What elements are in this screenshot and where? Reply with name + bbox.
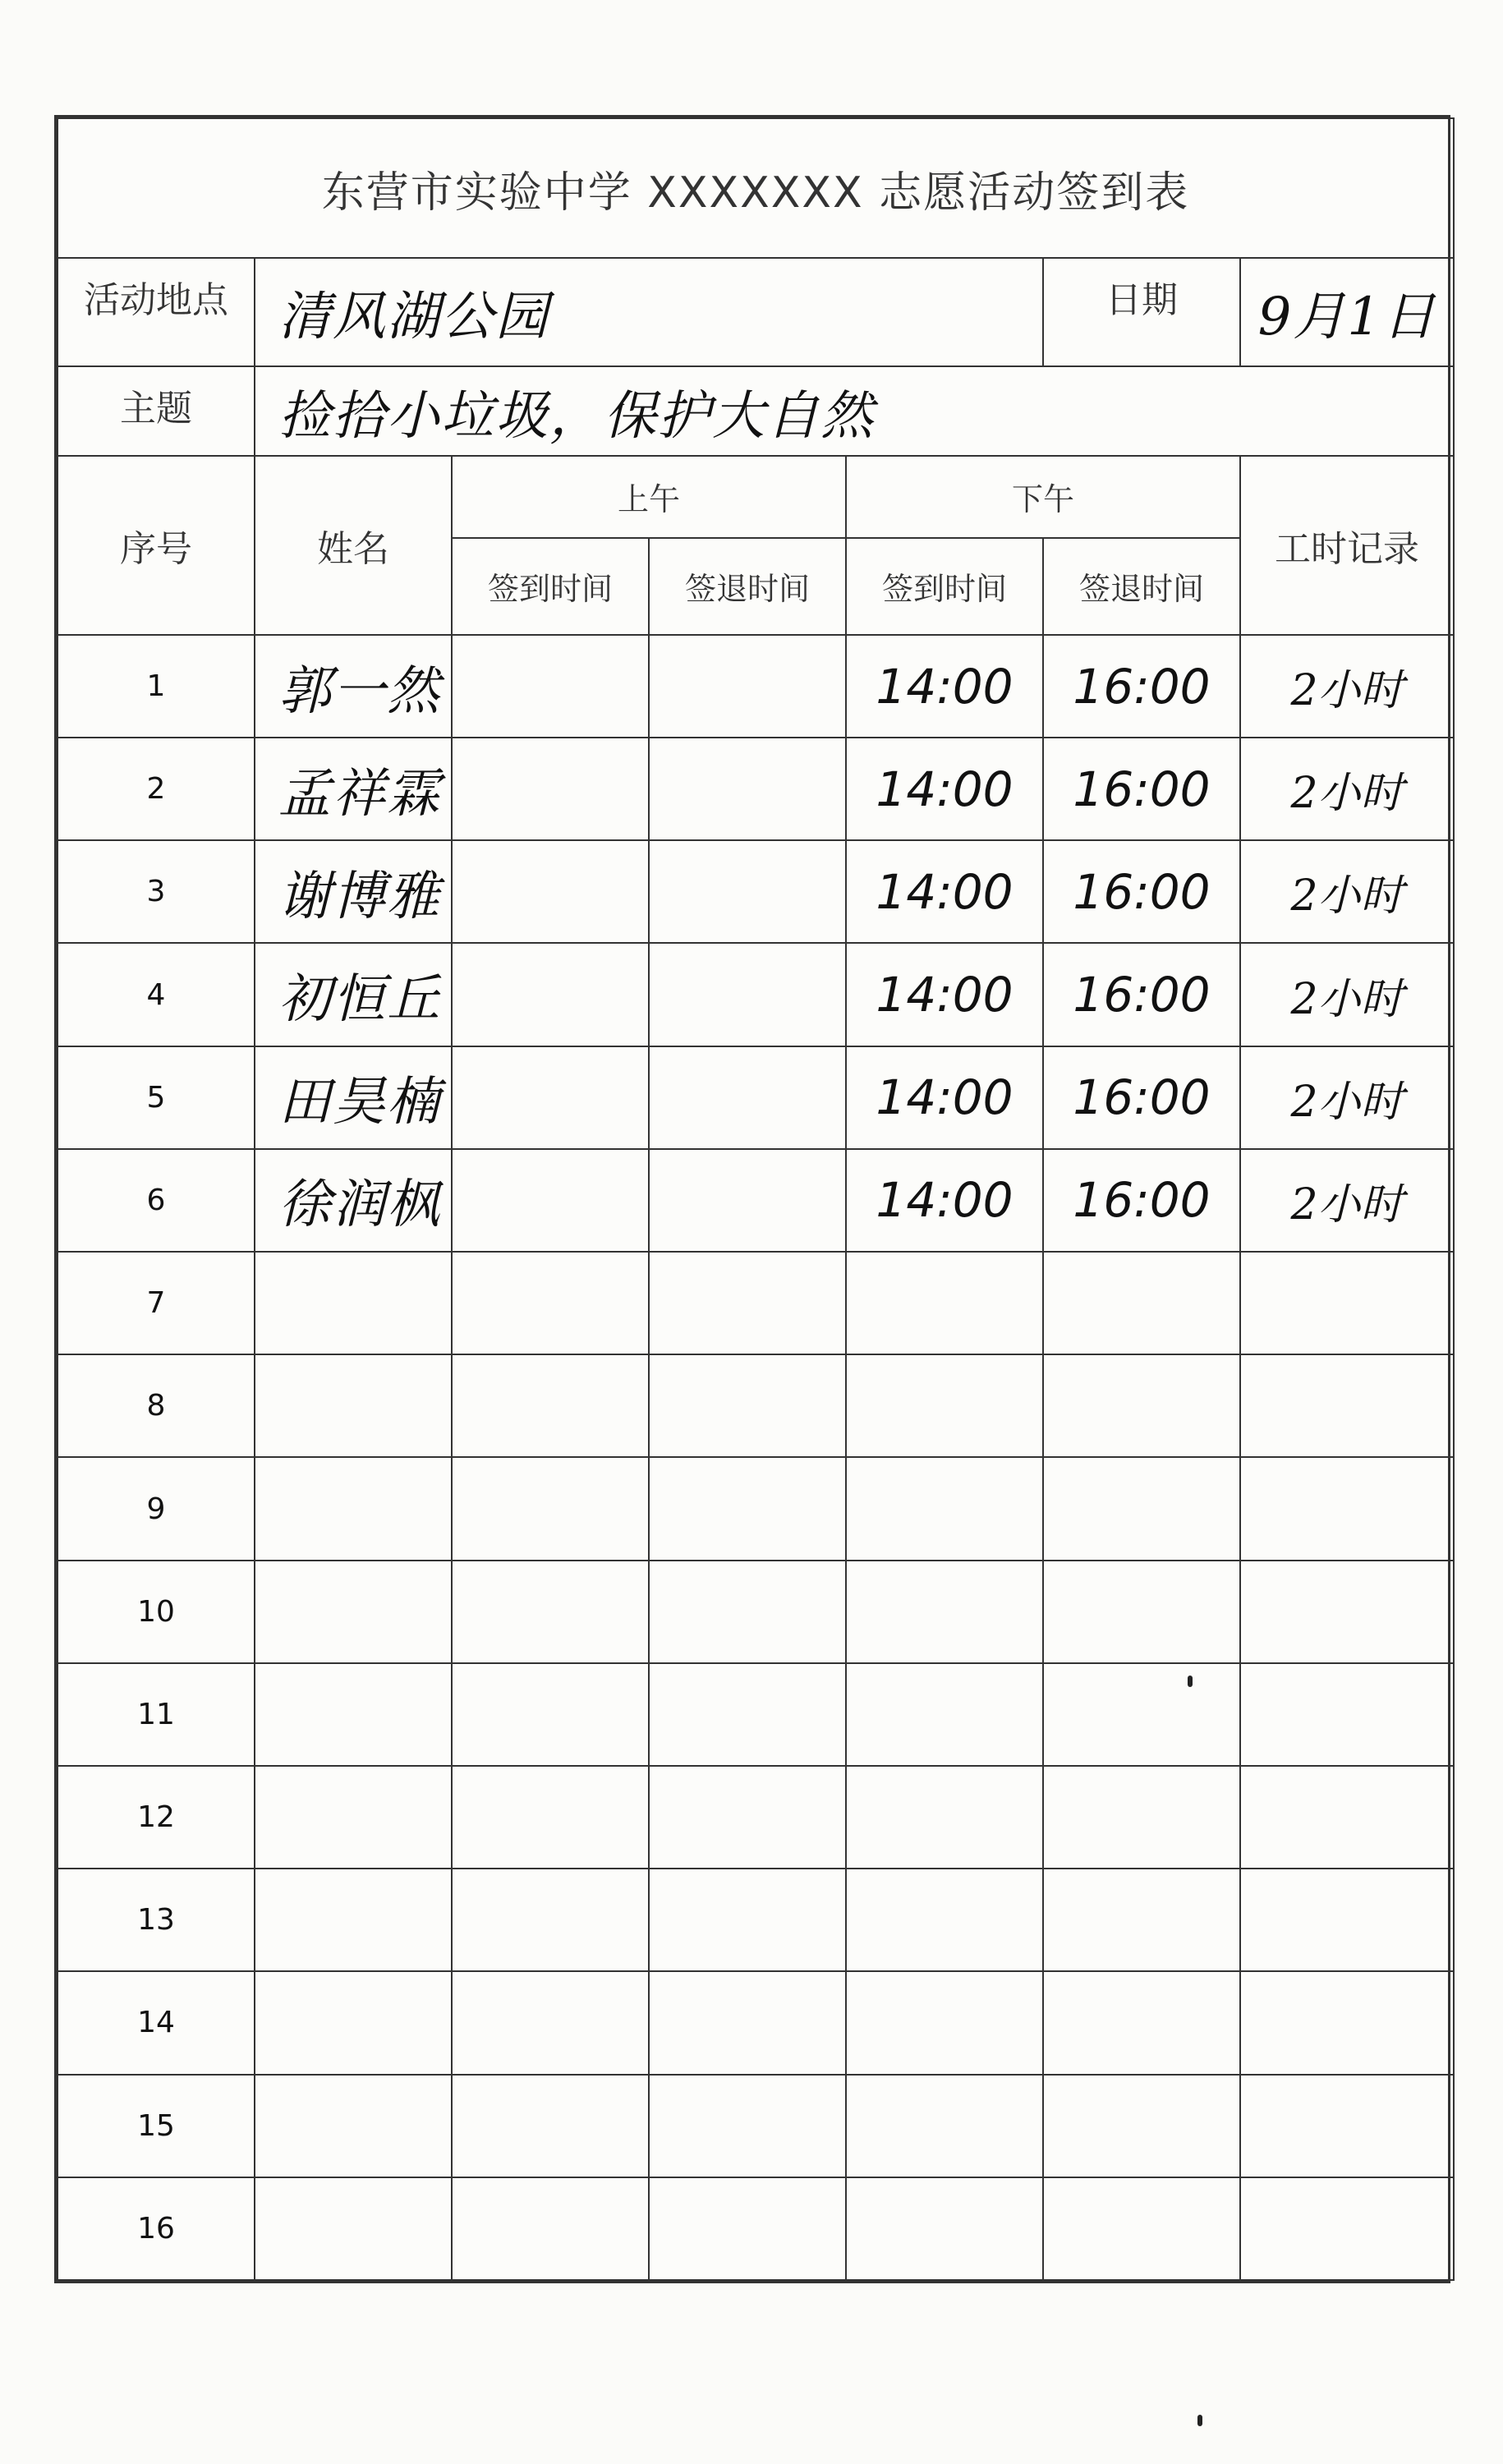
work-hours	[1240, 1252, 1454, 1354]
work-hours: 2小时	[1240, 738, 1454, 840]
row-number: 12	[57, 1766, 255, 1869]
morning-sign-in	[452, 943, 649, 1046]
afternoon-sign-in	[846, 1561, 1043, 1663]
row-number: 9	[57, 1457, 255, 1560]
morning-sign-out-header: 签退时间	[649, 538, 846, 635]
work-hours: 2小时	[1240, 635, 1454, 738]
date-label: 日期	[1043, 258, 1240, 366]
row-number: 11	[57, 1663, 255, 1766]
morning-sign-in	[452, 738, 649, 840]
row-number: 6	[57, 1149, 255, 1252]
ink-mark	[1188, 1676, 1193, 1687]
morning-sign-out	[649, 2075, 846, 2177]
afternoon-sign-out: 16:00	[1043, 635, 1240, 738]
work-hours	[1240, 1354, 1454, 1457]
work-hours	[1240, 1457, 1454, 1560]
table-row	[57, 1046, 1454, 1149]
volunteer-name	[255, 1869, 452, 1971]
table-row	[57, 1971, 1454, 2074]
afternoon-sign-in: 14:00	[846, 738, 1043, 840]
table-row	[57, 1561, 1454, 1663]
morning-sign-in	[452, 840, 649, 943]
volunteer-name: 田昊楠	[255, 1046, 452, 1149]
morning-sign-out	[649, 1869, 846, 1971]
row-number: 1	[57, 635, 255, 738]
afternoon-sign-out	[1043, 1766, 1240, 1869]
afternoon-sign-in	[846, 2075, 1043, 2177]
morning-header: 上午	[452, 456, 846, 538]
volunteer-name	[255, 1252, 452, 1354]
table-row	[57, 1663, 1454, 1766]
date-value: 9月1日	[1240, 258, 1454, 366]
table-row	[57, 1149, 1454, 1252]
afternoon-sign-in	[846, 1354, 1043, 1457]
afternoon-sign-out-header: 签退时间	[1043, 538, 1240, 635]
table-row	[57, 1766, 1454, 1869]
afternoon-sign-out	[1043, 1457, 1240, 1560]
row-number: 2	[57, 738, 255, 840]
table-row	[57, 738, 1454, 840]
hours-header: 工时记录	[1240, 456, 1454, 635]
volunteer-name	[255, 1971, 452, 2074]
morning-sign-out	[649, 1561, 846, 1663]
morning-sign-out	[649, 2177, 846, 2280]
morning-sign-out	[649, 1663, 846, 1766]
row-number: 16	[57, 2177, 255, 2280]
afternoon-sign-out: 16:00	[1043, 840, 1240, 943]
row-number: 14	[57, 1971, 255, 2074]
afternoon-sign-out: 16:00	[1043, 1149, 1240, 1252]
row-number: 5	[57, 1046, 255, 1149]
sign-in-sheet	[54, 115, 1450, 2283]
afternoon-header: 下午	[846, 456, 1240, 538]
work-hours	[1240, 1971, 1454, 2074]
volunteer-name: 郭一然	[255, 635, 452, 738]
afternoon-sign-in	[846, 1869, 1043, 1971]
morning-sign-out	[649, 1971, 846, 2074]
afternoon-sign-out: 16:00	[1043, 943, 1240, 1046]
afternoon-sign-out	[1043, 1663, 1240, 1766]
table-row	[57, 943, 1454, 1046]
volunteer-name	[255, 1766, 452, 1869]
morning-sign-in	[452, 1971, 649, 2074]
morning-sign-out	[649, 1766, 846, 1869]
table-row	[57, 1252, 1454, 1354]
volunteer-name	[255, 2075, 452, 2177]
afternoon-sign-out	[1043, 1354, 1240, 1457]
morning-sign-in-header: 签到时间	[452, 538, 649, 635]
row-number: 7	[57, 1252, 255, 1354]
morning-sign-in	[452, 1252, 649, 1354]
volunteer-name	[255, 2177, 452, 2280]
afternoon-sign-out	[1043, 1252, 1240, 1354]
morning-sign-out	[649, 943, 846, 1046]
morning-sign-in	[452, 1869, 649, 1971]
row-number: 15	[57, 2075, 255, 2177]
work-hours: 2小时	[1240, 1149, 1454, 1252]
afternoon-sign-in	[846, 1252, 1043, 1354]
morning-sign-out	[649, 1046, 846, 1149]
sheet-title: 东营市实验中学 XXXXXXX 志愿活动签到表	[57, 118, 1454, 258]
morning-sign-in	[452, 2177, 649, 2280]
location-value: 清风湖公园	[255, 258, 1043, 366]
row-number: 8	[57, 1354, 255, 1457]
work-hours	[1240, 1766, 1454, 1869]
morning-sign-in	[452, 1766, 649, 1869]
afternoon-sign-in: 14:00	[846, 635, 1043, 738]
afternoon-sign-out	[1043, 1869, 1240, 1971]
row-number: 3	[57, 840, 255, 943]
morning-sign-out	[649, 1354, 846, 1457]
afternoon-sign-out	[1043, 1561, 1240, 1663]
volunteer-name: 初恒丘	[255, 943, 452, 1046]
table-row	[57, 2177, 1454, 2280]
location-label: 活动地点	[57, 258, 255, 366]
row-number: 10	[57, 1561, 255, 1663]
afternoon-sign-out: 16:00	[1043, 1046, 1240, 1149]
afternoon-sign-out	[1043, 2075, 1240, 2177]
morning-sign-in	[452, 1663, 649, 1766]
afternoon-sign-out	[1043, 1971, 1240, 2074]
morning-sign-in	[452, 1149, 649, 1252]
afternoon-sign-in-header: 签到时间	[846, 538, 1043, 635]
work-hours	[1240, 1561, 1454, 1663]
table-row	[57, 1354, 1454, 1457]
work-hours: 2小时	[1240, 1046, 1454, 1149]
afternoon-sign-out: 16:00	[1043, 738, 1240, 840]
morning-sign-in	[452, 1457, 649, 1560]
morning-sign-out	[649, 840, 846, 943]
theme-label: 主题	[57, 366, 255, 455]
work-hours	[1240, 1663, 1454, 1766]
volunteer-name: 徐润枫	[255, 1149, 452, 1252]
afternoon-sign-in: 14:00	[846, 840, 1043, 943]
morning-sign-out	[649, 1149, 846, 1252]
morning-sign-out	[649, 635, 846, 738]
afternoon-sign-in	[846, 1766, 1043, 1869]
volunteer-name: 谢博雅	[255, 840, 452, 943]
volunteer-name	[255, 1663, 452, 1766]
work-hours	[1240, 2075, 1454, 2177]
ink-mark	[1197, 2415, 1202, 2426]
volunteer-name	[255, 1354, 452, 1457]
morning-sign-in	[452, 2075, 649, 2177]
work-hours: 2小时	[1240, 943, 1454, 1046]
row-number: 4	[57, 943, 255, 1046]
theme-value: 捡拾小垃圾，保护大自然	[255, 366, 1454, 455]
volunteer-name	[255, 1457, 452, 1560]
afternoon-sign-in: 14:00	[846, 1046, 1043, 1149]
morning-sign-in	[452, 635, 649, 738]
afternoon-sign-in	[846, 2177, 1043, 2280]
volunteer-name	[255, 1561, 452, 1663]
table-row	[57, 2075, 1454, 2177]
afternoon-sign-in	[846, 1457, 1043, 1560]
table-row	[57, 1457, 1454, 1560]
table-row	[57, 1869, 1454, 1971]
morning-sign-out	[649, 738, 846, 840]
afternoon-sign-in: 14:00	[846, 943, 1043, 1046]
table-row	[57, 635, 1454, 738]
afternoon-sign-in	[846, 1971, 1043, 2074]
name-header: 姓名	[255, 456, 452, 635]
work-hours	[1240, 1869, 1454, 1971]
afternoon-sign-in	[846, 1663, 1043, 1766]
sign-in-table	[57, 117, 1455, 2281]
seq-header: 序号	[57, 456, 255, 635]
morning-sign-out	[649, 1457, 846, 1560]
volunteer-name: 孟祥霖	[255, 738, 452, 840]
work-hours: 2小时	[1240, 840, 1454, 943]
morning-sign-in	[452, 1046, 649, 1149]
afternoon-sign-in: 14:00	[846, 1149, 1043, 1252]
morning-sign-in	[452, 1561, 649, 1663]
work-hours	[1240, 2177, 1454, 2280]
morning-sign-out	[649, 1252, 846, 1354]
table-row	[57, 840, 1454, 943]
afternoon-sign-out	[1043, 2177, 1240, 2280]
morning-sign-in	[452, 1354, 649, 1457]
row-number: 13	[57, 1869, 255, 1971]
